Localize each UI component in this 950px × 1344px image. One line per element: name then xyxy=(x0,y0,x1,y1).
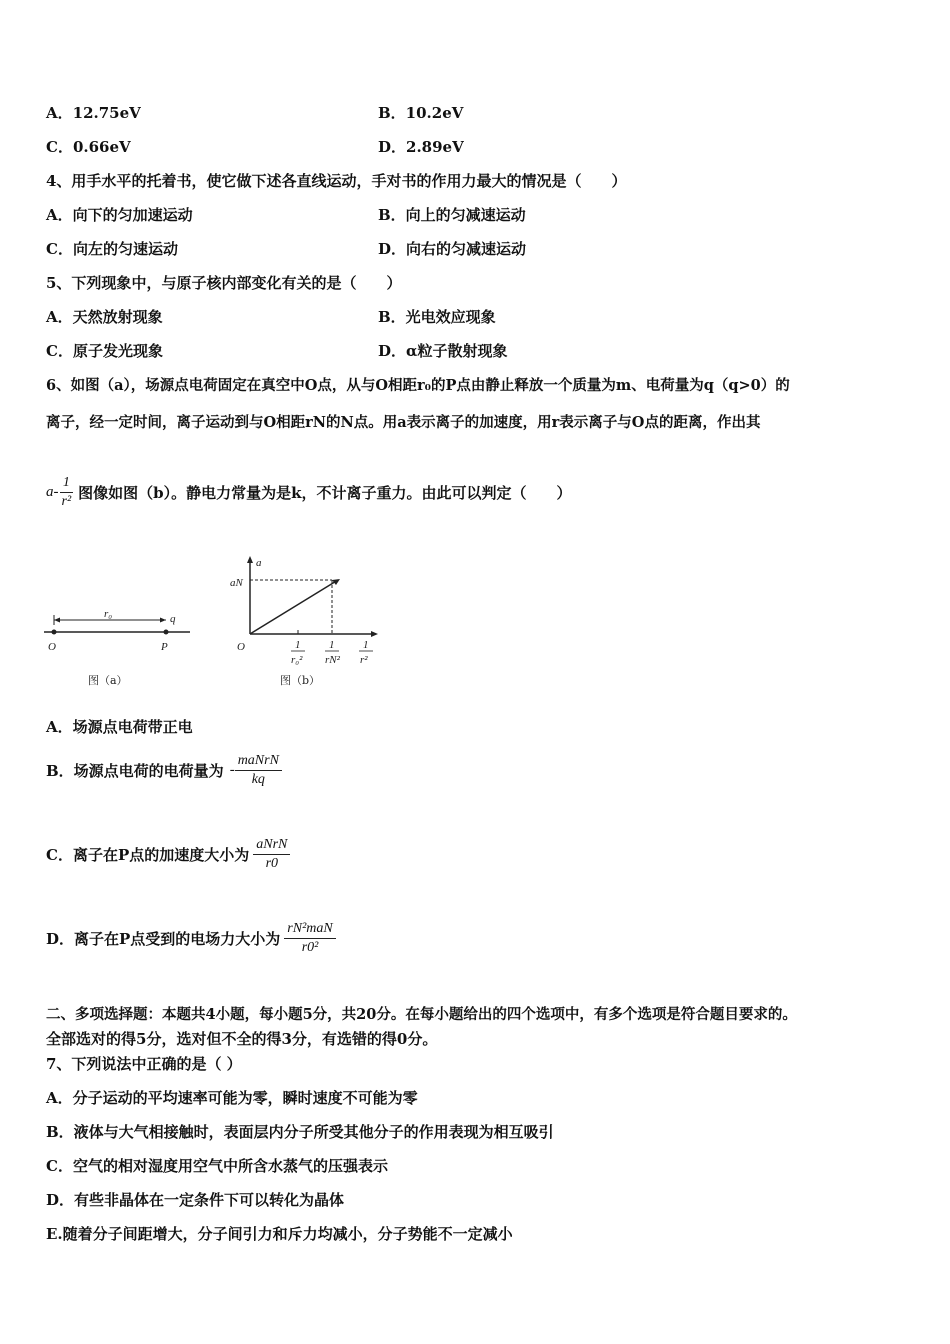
q6-option-b-text: B．场源点电荷的电荷量为 xyxy=(46,762,224,780)
q7-option-b: B．液体与大气相接触时，表面层内分子所受其他分子的作用表现为相互吸引 xyxy=(46,1123,554,1141)
fig-a-arrowhead-right xyxy=(160,618,166,623)
fig-b-line-arrowhead xyxy=(332,579,340,585)
frac-denominator: r0² xyxy=(301,940,319,955)
fig-b-caption: 图（b） xyxy=(280,674,321,687)
q3-option-a: A．12.75eV xyxy=(46,104,141,122)
fig-b-axis-a: a xyxy=(256,557,262,569)
fig-a-label-o: O xyxy=(48,641,56,653)
q6-option-a: A．场源点电荷带正电 xyxy=(46,718,193,736)
q4-option-d: D．向右的匀减速运动 xyxy=(378,240,527,258)
fig-b-tick3-num: 1 xyxy=(363,639,369,651)
q3-option-c: C．0.66eV xyxy=(46,138,131,156)
frac-denominator: kq xyxy=(251,772,265,787)
fig-a-label-p: P xyxy=(161,641,168,653)
fig-b-label-o: O xyxy=(237,641,245,653)
fig-b-tick1-den: r₀² xyxy=(291,654,303,666)
q6-math-dash: - xyxy=(53,484,59,500)
q7-option-c: C．空气的相对湿度用空气中所含水蒸气的压强表示 xyxy=(46,1157,388,1175)
fig-a-label-q: q xyxy=(170,613,176,625)
q6-option-c xyxy=(46,836,290,873)
fig-a-point-o xyxy=(52,630,57,635)
q6-inverse-r-squared xyxy=(59,474,75,511)
q5-option-c: C．原子发光现象 xyxy=(46,342,163,360)
fig-a-arrowhead-left xyxy=(54,618,60,623)
frac-numerator: 1 xyxy=(60,474,73,493)
q6-figure xyxy=(40,552,380,702)
q6-option-c-text: C．离子在P点的加速度大小为 xyxy=(46,846,250,864)
fig-a-label-r0: r₀ xyxy=(104,608,113,620)
fig-b-y-arrowhead xyxy=(247,556,253,563)
q4-option-c: C．向左的匀速运动 xyxy=(46,240,178,258)
q6-option-b-sign: - xyxy=(229,762,235,778)
q5-stem: 5、下列现象中，与原子核内部变化有关的是（ ） xyxy=(46,274,402,292)
q6-math-a: a xyxy=(46,484,54,500)
q6-option-d xyxy=(46,920,336,957)
fig-b-x-arrowhead xyxy=(371,631,378,637)
q6-option-b-fraction xyxy=(235,752,282,789)
q7-stem: 7、下列说法中正确的是（ ） xyxy=(46,1055,242,1073)
section2-instructions-line1: 二、多项选择题：本题共4小题，每小题5分，共20分。在每小题给出的四个选项中，有多个选项是符合题目要求的。 xyxy=(46,1006,797,1023)
section2-instructions-line2: 全部选对的得5分，选对但不全的得3分，有选错的得0分。 xyxy=(46,1030,438,1048)
fig-a-point-p xyxy=(164,630,169,635)
q6-option-d-text: D．离子在P点受到的电场力大小为 xyxy=(46,930,281,948)
q7-option-d: D．有些非晶体在一定条件下可以转化为晶体 xyxy=(46,1191,345,1209)
q4-option-b: B．向上的匀减速运动 xyxy=(378,206,526,224)
frac-numerator: rN²maN xyxy=(284,920,335,939)
q6-stem-line3 xyxy=(46,474,572,511)
frac-numerator: aNrN xyxy=(253,836,290,855)
q4-option-a: A．向下的匀加速运动 xyxy=(46,206,193,224)
q3-option-d: D．2.89eV xyxy=(378,138,464,156)
q7-option-e: E.随着分子间距增大，分子间引力和斥力均减小，分子势能不一定减小 xyxy=(46,1225,513,1243)
q6-option-b xyxy=(46,752,282,789)
q5-option-d: D．α粒子散射现象 xyxy=(378,342,508,360)
q5-option-a: A．天然放射现象 xyxy=(46,308,163,326)
q5-option-b: B．光电效应现象 xyxy=(378,308,496,326)
fig-a-caption: 图（a） xyxy=(88,674,128,687)
q6-option-c-fraction xyxy=(253,836,290,873)
q7-option-a: A．分子运动的平均速率可能为零，瞬时速度不可能为零 xyxy=(46,1089,418,1107)
fig-b-tick1-num: 1 xyxy=(295,639,301,651)
frac-denominator: r² xyxy=(61,494,72,509)
q4-stem: 4、用手水平的托着书，使它做下述各直线运动，手对书的作用力最大的情况是（ ） xyxy=(46,172,627,190)
fig-b-label-an: aN xyxy=(230,577,243,589)
q6-stem-line1: 6、如图（a），场源点电荷固定在真空中O点，从与O相距r₀的P点由静止释放一个质量为m、电荷量为q（q>0）的 xyxy=(46,377,790,394)
frac-denominator: r0 xyxy=(265,856,279,871)
q6-stem-line2: 离子，经一定时间，离子运动到与O相距rN的N点。用a表示离子的加速度，用r表示离子与O点的距离，作出其 xyxy=(46,414,761,431)
fig-b-tick2-den: rN² xyxy=(325,654,340,666)
q6-option-d-fraction xyxy=(284,920,335,957)
fig-b-tick3-den: r² xyxy=(360,654,368,666)
fig-b-line xyxy=(250,580,338,634)
q6-stem-line3-text: 图像如图（b）。静电力常量为是k，不计离子重力。由此可以判定（ ） xyxy=(78,484,572,502)
q3-option-b: B．10.2eV xyxy=(378,104,464,122)
figure-b xyxy=(230,556,378,687)
fig-b-tick2-num: 1 xyxy=(329,639,335,651)
frac-numerator: maNrN xyxy=(235,752,282,771)
figure-a xyxy=(44,608,190,687)
